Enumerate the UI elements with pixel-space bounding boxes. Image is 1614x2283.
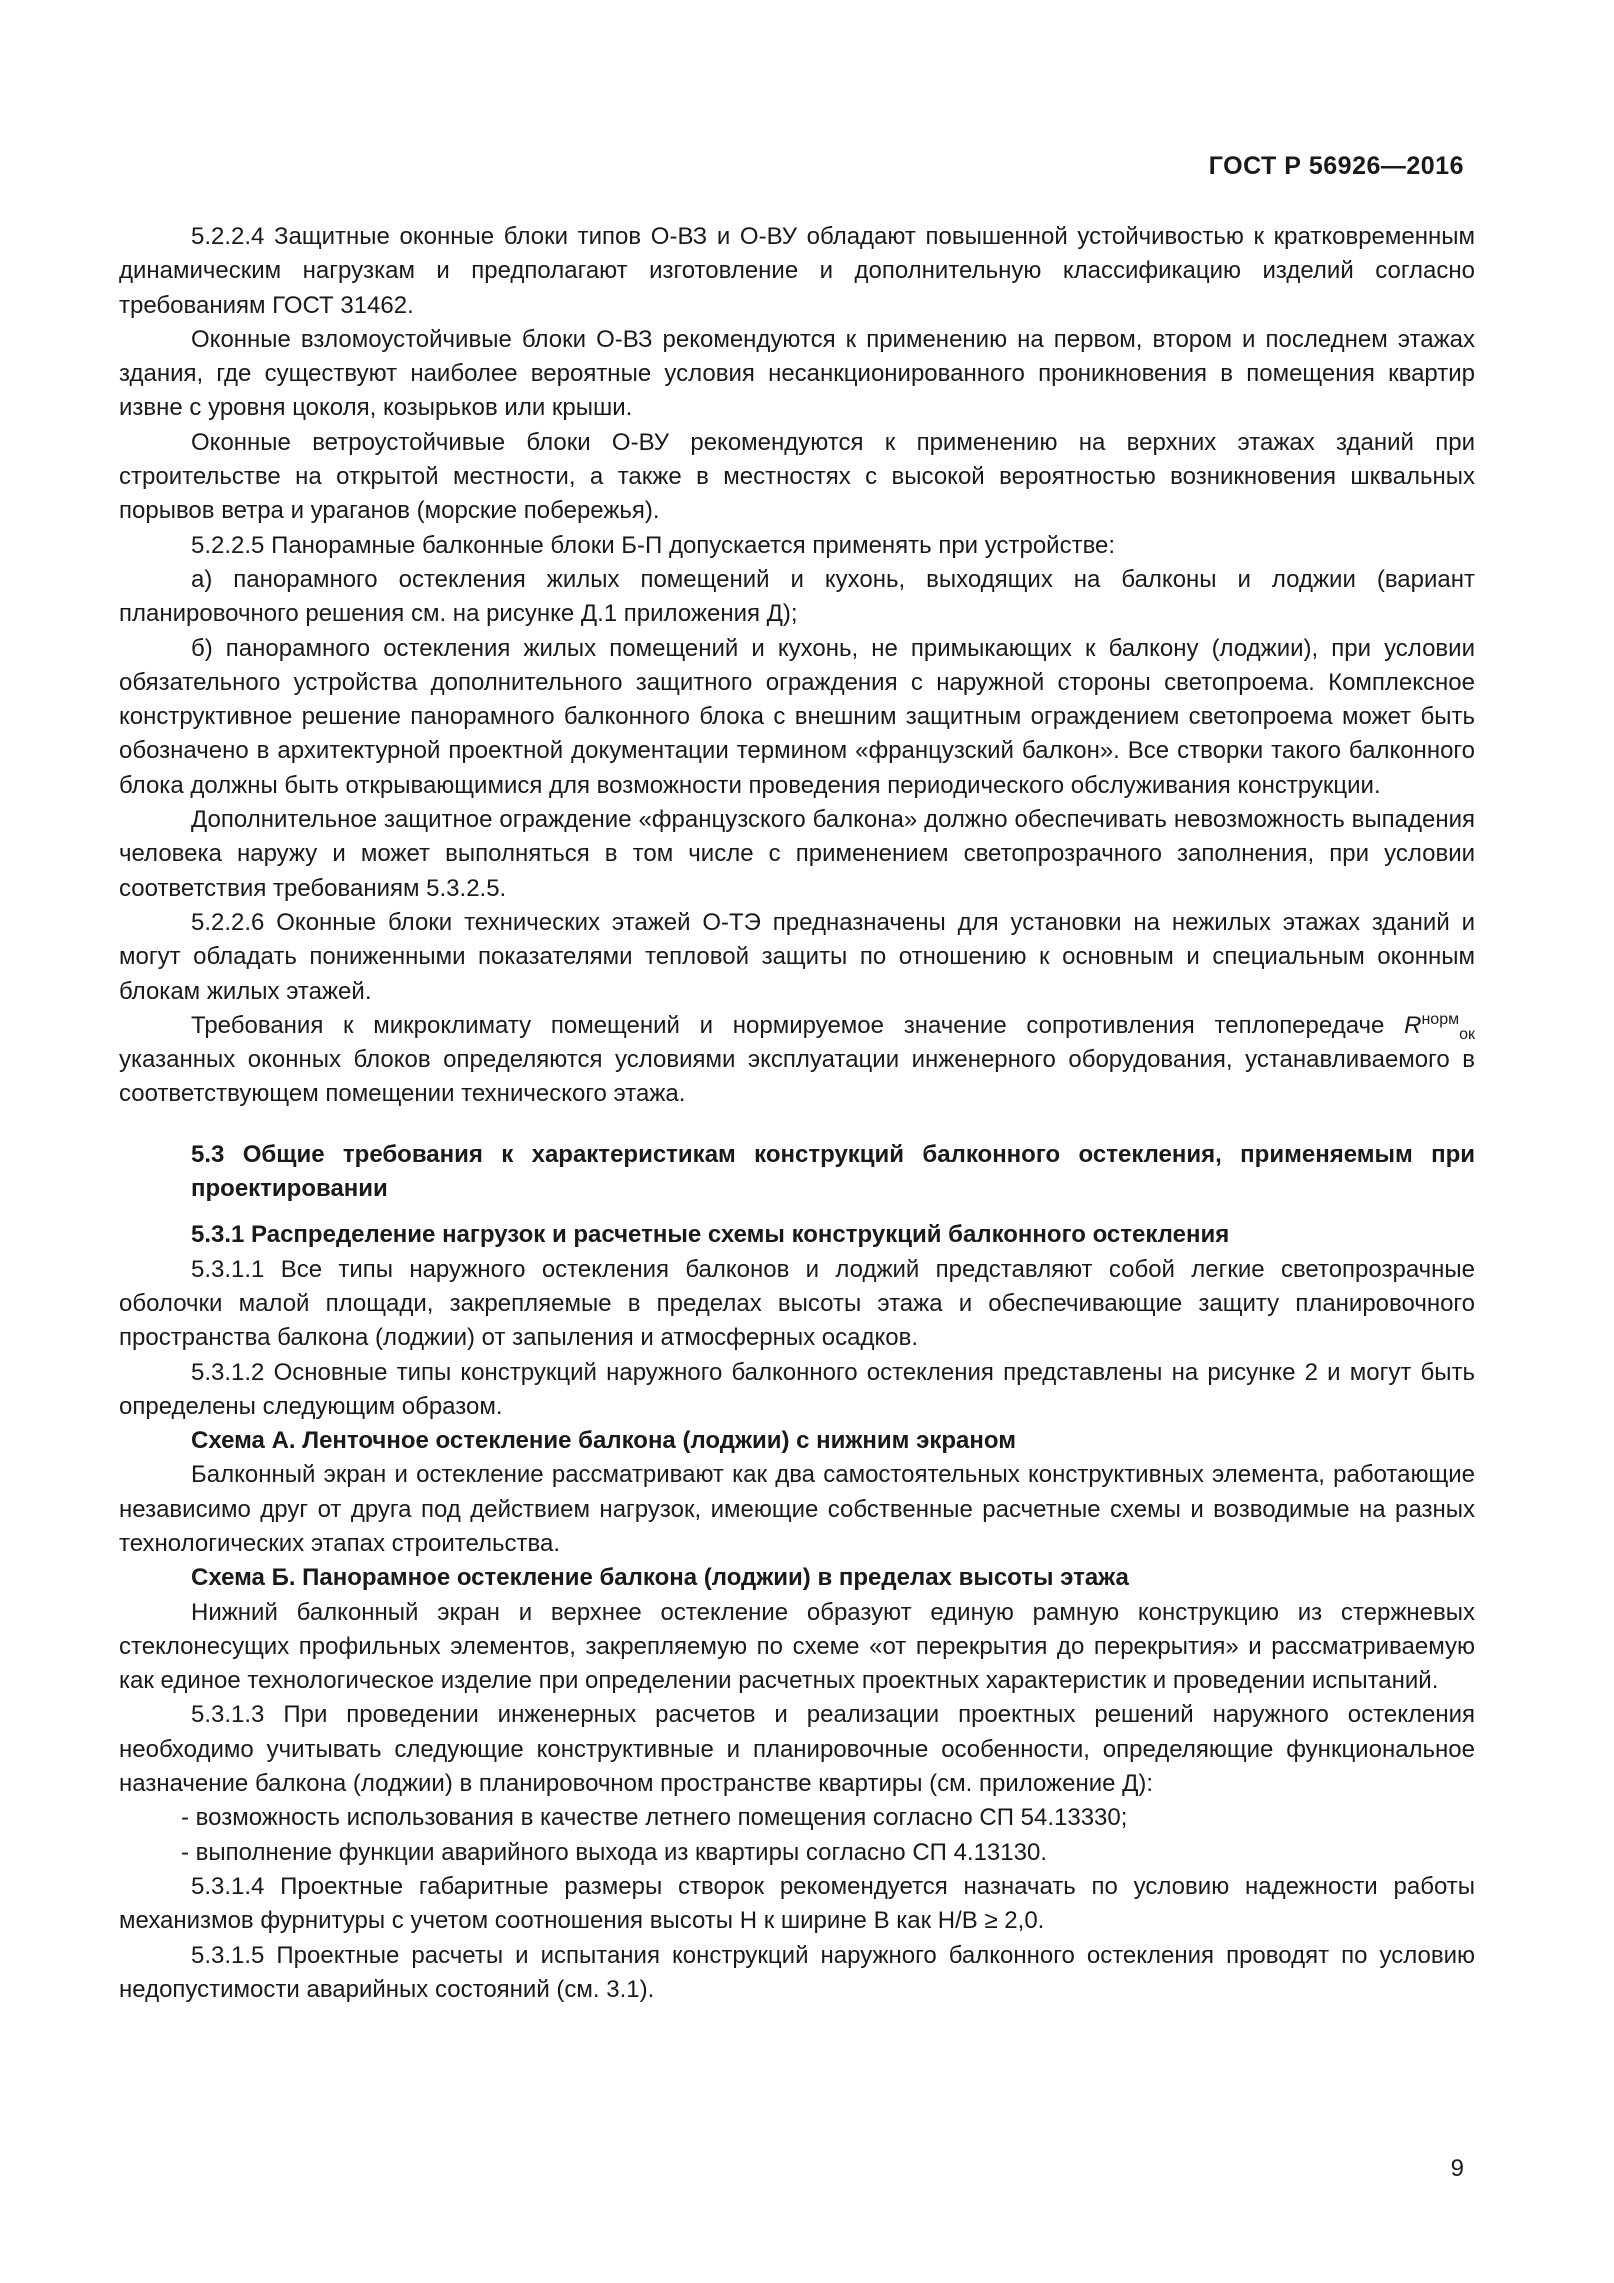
section-heading-5-3: 5.3 Общие требования к характеристикам конструкций балконного остекления, применяемым при проектировании bbox=[191, 1140, 1475, 1203]
paragraph: 5.2.2.4 Защитные оконные блоки типов О-ВЗ и О-ВУ обладают повышенной устойчивостью к кратковременным динамическим нагрузкам и предполагают изготовление и дополнительную классификацию изделий согласно требованиям ГОСТ 31462. bbox=[119, 223, 1475, 319]
paragraph: 5.3.1.4 Проектные габаритные размеры створок рекомендуется назначать по условию надежности работы механизмов фурнитуры с учетом соотношения высоты H к ширине B как H/B ≥ 2,0. bbox=[119, 1872, 1475, 1935]
paragraph: 5.3.1.5 Проектные расчеты и испытания конструкций наружного балконного остекления проводят по условию недопустимости аварийных состояний (см. 3.1). bbox=[119, 1941, 1475, 2003]
paragraph: 5.2.2.6 Оконные блоки технических этажей О-ТЭ предназначены для установки на нежилых этажах зданий и могут обладать пониженными показателями тепловой защиты по отношению к основным и специальным оконным блокам жилых этажей. bbox=[119, 908, 1475, 1005]
paragraph: 5.3.1.1 Все типы наружного остекления балконов и лоджий представляют собой легкие светопрозрачные оболочки малой площади, закрепляемые в пределах высоты этажа и обеспечивающие защиту планировочного пространства балкона (лоджии) от запыления и атмосферных осадков. bbox=[119, 1255, 1475, 1352]
scheme-b-heading: Схема Б. Панорамное остекление балкона (лоджии) в пределах высоты этажа bbox=[191, 1564, 1129, 1592]
paragraph: Оконные взломоустойчивые блоки О-ВЗ рекомендуются к применению на первом, втором и последнем этажах здания, где существуют наиболее вероятные условия несанкционированного проникновения в помещения квартир извне с уровня цоколя, козырьков или крыши. bbox=[119, 325, 1475, 422]
paragraph: 5.2.2.5 Панорамные балконные блоки Б-П допускается применять при устройстве: bbox=[191, 531, 1116, 559]
resistance-sup: норм bbox=[1421, 1010, 1460, 1028]
resistance-sub: ок bbox=[1459, 1025, 1476, 1043]
paragraph-text: указанных оконных блоков определяются условиями эксплуатации инженерного оборудования, устанавливаемого в соответствующем помещении технического этажа. bbox=[119, 1046, 1475, 1108]
paragraph: б) панорамного остекления жилых помещений и кухонь, не примыкающих к балкону (лоджии), при условии обязательного устройства дополнительного защитного ограждения с наружной стороны светопроема. Комплексное конструктивное решение панорамного балконного блока с внешним защитным ограждением светопроема может быть обозначено в архитектурной проектной документации термином «французский балкон». Все створки такого балконного блока должны быть открывающимися для возможности проведения периодического обслуживания конструкции. bbox=[119, 634, 1475, 799]
page-number: 9 bbox=[1450, 2155, 1464, 2182]
list-item: - возможность использования в качестве летнего помещения согласно СП 54.13330; bbox=[181, 1804, 1128, 1832]
paragraph: а) панорамного остекления жилых помещений и кухонь, выходящих на балконы и лоджии (вариант планировочного решения см. на рисунке Д.1 приложения Д); bbox=[119, 565, 1475, 628]
paragraph-text: Требования к микроклимату помещений и нормируемое значение сопротивления теплопередаче bbox=[191, 1011, 1385, 1039]
document-body bbox=[119, 220, 1475, 2007]
paragraph-heat-resistance bbox=[119, 1009, 1475, 1112]
section-heading-5-3-1: 5.3.1 Распределение нагрузок и расчетные схемы конструкций балконного остекления bbox=[191, 1221, 1230, 1249]
paragraph: Оконные ветроустойчивые блоки О-ВУ рекомендуются к применению на верхних этажах зданий при строительстве на открытой местности, а также в местностях с высокой вероятностью возникновения шквальных порывов ветра и ураганов (морские побережья). bbox=[119, 428, 1475, 525]
list-item: - выполнение функции аварийного выхода из квартиры согласно СП 4.13130. bbox=[181, 1838, 1047, 1866]
resistance-symbol: R bbox=[1404, 1011, 1422, 1039]
document-header: ГОСТ Р 56926—2016 bbox=[1208, 152, 1464, 180]
paragraph: 5.3.1.3 При проведении инженерных расчетов и реализации проектных решений наружного остекления необходимо учитывать следующие конструктивные и планировочные особенности, определяющие функциональное назначение балкона (лоджии) в планировочном пространстве квартиры (см. приложение Д): bbox=[119, 1701, 1475, 1798]
paragraph: Нижний балконный экран и верхнее остекление образуют единую рамную конструкцию из стержневых стеклонесущих профильных элементов, закрепляемую по схеме «от перекрытия до перекрытия» и рассматриваемую как единое технологическое изделие при определении расчетных проектных характеристик и проведении испытаний. bbox=[119, 1598, 1475, 1695]
paragraph: Балконный экран и остекление рассматривают как два самостоятельных конструктивных элемента, работающие независимо друг от друга под действием нагрузок, имеющие собственные расчетные схемы и возводимые на разных технологических этапах строительства. bbox=[119, 1461, 1475, 1557]
paragraph: 5.3.1.2 Основные типы конструкций наружного балконного остекления представлены на рисунке 2 и могут быть определены следующим образом. bbox=[119, 1358, 1475, 1420]
paragraph: Дополнительное защитное ограждение «французского балкона» должно обеспечивать невозможность выпадения человека наружу и может выполняться в том числе с применением светопрозрачного заполнения, при условии соответствия требованиям 5.3.2.5. bbox=[119, 806, 1475, 902]
scheme-a-heading: Схема А. Ленточное остекление балкона (лоджии) с нижним экраном bbox=[191, 1427, 1016, 1455]
